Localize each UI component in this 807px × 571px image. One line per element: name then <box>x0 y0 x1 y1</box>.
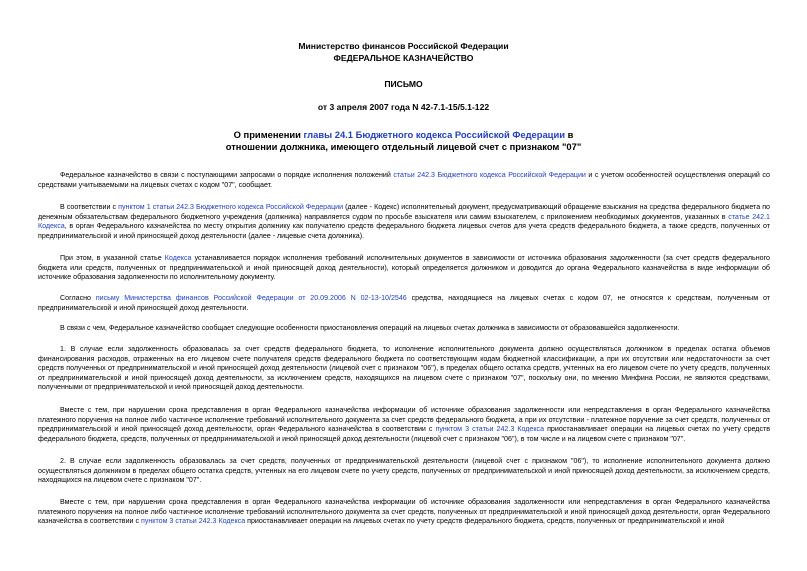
paragraph-6 <box>38 345 770 393</box>
paragraph-text: В соответствии с <box>60 203 119 211</box>
link-minfin-letter[interactable]: письму Министерства финансов Российской Федерации от 20.09.2006 N 02-13-10/2546 <box>95 294 407 302</box>
title-text: О применении <box>233 129 304 140</box>
paragraph-text: 2. В случае если задолженность образовалась за счет средств, полученных от предпринимательской деятельности (лицевой счет с признаком "06"), то исполнение исполнительного документа должно осуществляться должником в пределах общего остатка средств, учтенных на его лицевом счете по учету средств, полученных от предпринимательской и иной приносящей доход деятельности, за исключением средств, находящихся на лицевом счете с признаком "07". <box>38 457 770 485</box>
paragraph-text: (далее - Кодекс) исполнительный документ, предусматривающий обращение взыскания на средства федерального бюджета по денежным обязательствам федерального бюджетного учреждения (должника) направляется судом по просьбе взыскателя или самим взыскателем, с приложением необходимых документов, указанных в <box>38 203 771 221</box>
paragraph-1 <box>38 171 770 190</box>
link-article-242-1[interactable]: статье 242.1 Кодекса <box>38 212 770 231</box>
agency-heading: ФЕДЕРАЛЬНОЕ КАЗНАЧЕЙСТВО <box>333 53 474 63</box>
doc-type-heading: ПИСЬМО <box>384 79 423 89</box>
link-item-1-article-242-3[interactable]: пунктом 1 статьи 242.3 Бюджетного кодекса Российской Федерации <box>118 203 344 211</box>
document-title-line-1 <box>0 129 807 141</box>
paragraph-2 <box>38 203 770 241</box>
paragraph-3 <box>38 254 770 283</box>
paragraph-text: и с учетом особенностей осуществления операций со средствами учитываемыми на лицевых счетах с кодом "07", сообщает. <box>38 171 770 189</box>
paragraph-text: Вместе с тем, при нарушении срока представления в орган Федерального казначейства информации об источнике образования задолженности или непредставления в орган Федерального казначейства платежного поручения на полное либо частичное исполнение требований исполнительного документа за счет средств федерального бюджета, а при их отсутствии - платежное поручение за счет средств, полученных от предпринимательской и иной приносящей доход деятельности, орган Федерального казначейства в соответствии с <box>38 406 770 434</box>
paragraph-text: При этом, в указанной статье <box>60 254 165 262</box>
paragraph-text: Вместе с тем, при нарушении срока представления в орган Федерального казначейства информации об источнике образования задолженности или непредставления в орган Федерального казначейства платежного поручения на полное либо частичное исполнение требований исполнительного документа за счет средств, полученных от предпринимательской и иной приносящей доход деятельности, орган Федерального казначейства в соответствии с <box>38 498 770 526</box>
ministry-heading: Министерство финансов Российской Федерации <box>298 41 509 51</box>
doc-date-heading: от 3 апреля 2007 года N 42-7.1-15/5.1-122 <box>317 102 490 112</box>
paragraph-9 <box>38 498 770 527</box>
link-code[interactable]: Кодекса <box>164 254 192 262</box>
document-title-line-2: отношении должника, имеющего отдельный лицевой счет с признаком "07" <box>225 141 582 152</box>
paragraph-text: приостанавливает операции на лицевых счетах по учету средств федерального бюджета, средств, полученных от предпринимательской и иной приносящей доход деятельности (лицевой счет с признаком "06"), в том числе и на лицевом счете с признаком "07". <box>38 425 771 443</box>
title-link-chapter-24-1[interactable]: главы 24.1 Бюджетного кодекса Российской Федерации <box>303 129 565 140</box>
link-article-242-3[interactable]: статьи 242.3 Бюджетного кодекса Российской Федерации <box>393 171 586 179</box>
paragraph-5 <box>38 324 770 334</box>
paragraph-text: Федеральное казначейство в связи с поступающими запросами о порядке исполнения положений <box>60 171 394 179</box>
paragraph-7 <box>38 406 770 444</box>
link-item-3-article-242-3[interactable]: пунктом 3 статьи 242.3 Кодекса <box>140 517 246 526</box>
link-item-3-article-242-3[interactable]: пунктом 3 статьи 242.3 Кодекса <box>435 425 545 434</box>
paragraph-text: , в орган Федерального казначейства по месту открытия должнику как получателю средств федерального бюджета лицевых счетов для учета средств федерального бюджета, а также средств, полученных от предпринимательской и иной приносящей доход деятельности (далее - лицевые счета должника). <box>38 222 770 240</box>
paragraph-text: приостанавливает операции на лицевых счетах по учету средств федерального бюджета, средств, полученных от предпринимательской и иной <box>245 517 725 526</box>
paragraph-8 <box>38 457 770 486</box>
paragraph-text: 1. В случае если задолженность образовалась за счет средств федерального бюджета, то исполнение исполнительного документа должно осуществляться должником в пределах остатка объемов финансирования расходов, отраженных на его лицевом счете получателя средств федерального бюджета по соответствующим кодам бюджетной классификации, а при их отсутствии или недостаточности за счет средств полученных от предпринимательской и иной приносящей доход деятельности (лицевой счет с признаком "06"), в пределах общего остатка средств, учтенных на его лицевом счете по учету средств, полученных от предпринимательской и иной приносящей доход деятельности, за исключением средств, находящихся на лицевом счете с признаком "07", поскольку они, по мнению Минфина России, не являются средствами, полученными от предпринимательской и иной приносящей доход деятельности. <box>38 345 770 392</box>
paragraph-text: устанавливается порядок исполнения требований исполнительных документов в зависимости от источника образования задолженности (за счет средств федерального бюджета или средств, полученных от предпринимательской и иной приносящей доход деятельности), который определяется должником и доводится до органа Федерального казначейства в виде информации об источнике образования задолженности по исполнительному документу. <box>38 254 770 282</box>
paragraph-text: Согласно <box>60 294 96 302</box>
paragraph-text: В связи с чем, Федеральное казначейство сообщает следующие особенности приостановления операций на лицевых счетах должника в зависимости от образовавшейся задолженности. <box>60 324 680 332</box>
paragraph-4 <box>38 294 770 313</box>
paragraph-text: средства, находящиеся на лицевых счетах с кодом 07, не относятся к средствам, полученным от предпринимательской и иной приносящей доход деятельности. <box>38 294 770 312</box>
title-text-end: в <box>564 129 574 140</box>
